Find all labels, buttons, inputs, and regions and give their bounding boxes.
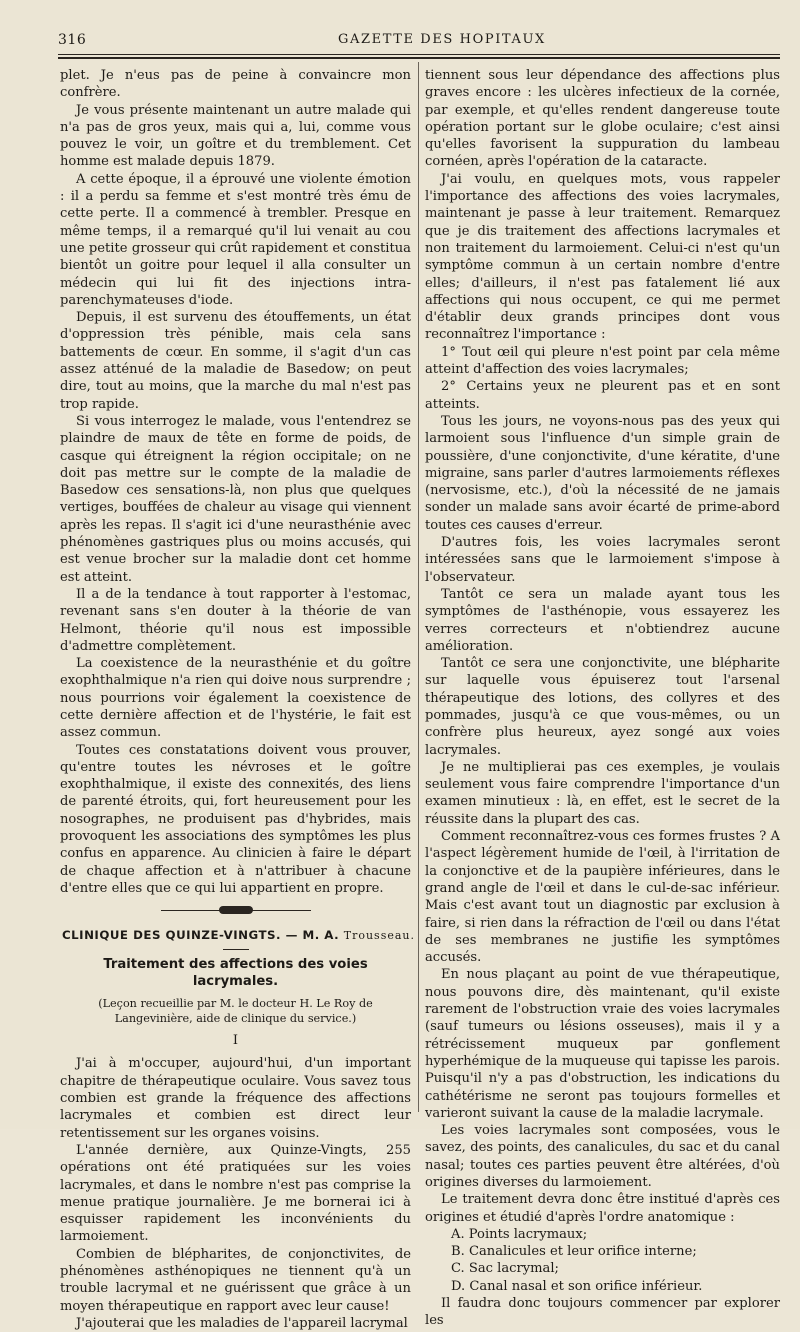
page-number: 316 <box>58 32 87 48</box>
paragraph: Il a de la tendance à tout rapporter à l'estomac, revenant sans s'en douter à la théorie de van Helmont, théorie qu'il nous est impossible d'admettre complètement. <box>60 586 411 654</box>
paragraph: En nous plaçant au point de vue thérapeutique, nous pouvons dire, dès maintenant, qu'il existe rarement de l'obstruction vraie des voies lacrymales (sauf tumeurs ou lésions osseuses), mais il y a rétrécissement muqueux par gonflement hyperhémique de la muqueuse qui tapisse les parois. Puisqu'il n'y a pas d'obstruction, les indications du cathétérisme ne seront pas toujours formelles et varieront suivant la cause de la maladie lacrymale. <box>425 967 780 1121</box>
paragraph: Tantôt ce sera un malade ayant tous les symptômes de l'asthénopie, vous essayerez les verres correcteurs et n'obtiendrez aucune amélioration. <box>425 586 780 654</box>
left-column <box>60 67 415 1332</box>
paragraph: J'ai à m'occuper, aujourd'hui, d'un important chapitre de thérapeutique oculaire. Vous savez tous combien est grande la fréquence des affections lacrymales et combien est direct leur retentissement sur les organes voisins. <box>60 1056 411 1141</box>
paragraph: Si vous interrogez le malade, vous l'entendrez se plaindre de maux de tête en forme de poids, de casque qui étreignent la région occipitale; on ne doit pas mettre sur le compte de la maladie de Basedow ces sensations-là, non plus que quelques vertiges, bouffées de chaleur au visage qui viennent après les repas. Il s'agit ici d'une neurasthénie avec phénomènes gastriques plus ou moins accusés, qui est venue brocher sur la maladie dont cet homme est atteint. <box>60 413 411 585</box>
paragraph: A cette époque, il a éprouvé une violente émotion : il a perdu sa femme et s'est montré très ému de cette perte. Il a commencé à trembler. Presque en même temps, il a remarqué qu'il lui venait au cou une petite grosseur qui crût rapidement et constitua bientôt un goitre pour lequel il alla consulter un médecin qui lui fit des injections intra-parenchymateuses d'iode. <box>60 171 411 308</box>
page-header <box>58 30 780 52</box>
running-title: GAZETTE DES HOPITAUX <box>338 32 546 47</box>
paragraph: 1° Tout œil qui pleure n'est point par cela même atteint d'affection des voies lacrymales; <box>425 344 780 378</box>
list-item: C. Sac lacrymal; <box>451 1261 559 1277</box>
list-item: A. Points lacrymaux; <box>451 1226 588 1242</box>
section-heading <box>62 927 415 944</box>
lecture-title: Traitement des affections des voies lacrymales. <box>103 956 368 989</box>
list-item: B. Canalicules et leur orifice interne; <box>451 1244 697 1260</box>
paragraph: Il faudra donc toujours commencer par explorer les <box>425 1296 780 1329</box>
right-column <box>425 67 780 1330</box>
part-number: I <box>232 1033 239 1049</box>
paragraph: Combien de blépharites, de conjonctivites, de phénomènes asthénopiques ne tiennent qu'à un trouble lacrymal et ne guérissent que grâce à un moyen thérapeutique en rapport avec leur cause! <box>60 1246 411 1314</box>
paragraph: Je vous présente maintenant un autre malade qui n'a pas de gros yeux, mais qui a, lui, comme vous pouvez le voir, un goître et du tremblement. Cet homme est malade depuis 1879. <box>60 102 411 170</box>
header-rule <box>58 54 780 55</box>
section-author: Trousseau. <box>343 929 415 943</box>
paragraph: J'ai voulu, en quelques mots, vous rappeler l'importance des affections des voies lacrymales, maintenant je passe à leur traitement. Remarquez que je dis traitement des affections lacrymales et non traitement du larmoiement. Celui-ci n'est qu'un symptôme commun à un certain nombre d'entre elles; d'ailleurs, il n'est pas fatalement lié aux affections qui nous occupent, ce qui me permet d'établir deux grands principes dont vous reconnaîtrez l'importance : <box>425 171 780 343</box>
header-rule-thick <box>58 57 780 59</box>
paragraph: Tantôt ce sera une conjonctivite, une blépharite sur laquelle vous épuiserez tout l'arsenal thérapeutique des lotions, des collyres et des pommades, jusqu'à ce que vous-mêmes, ou un confrère plus heureux, ayez songé aux voies lacrymales. <box>425 656 780 758</box>
short-rule <box>223 949 249 950</box>
paragraph: 2° Certains yeux ne pleurent pas et en sont atteints. <box>425 379 780 412</box>
paragraph: Je ne multiplierai pas ces exemples, je voulais seulement vous faire comprendre l'importance d'un examen minutieux : là, en effet, est le secret de la réussite dans la plupart des cas. <box>425 759 780 827</box>
paragraph: La coexistence de la neurasthénie et du goître exophthalmique n'a rien qui doive nous surprendre ; nous pourrions voir également la coexistence de cette dernière affection et de l'hystérie, le fait est assez commun. <box>60 656 411 741</box>
paragraph: Depuis, il est survenu des étouffements, un état d'oppression très pénible, mais cela sans battements de cœur. En somme, il s'agit d'un cas assez atténué de la maladie de Basedow; on peut dire, tout au moins, que la marche du mal n'est pas trop rapide. <box>60 310 411 412</box>
lecture-note: (Leçon recueillie par M. le docteur H. Le Roy de Langevinière, aide de clinique du service.) <box>98 997 373 1026</box>
paragraph: Tous les jours, ne voyons-nous pas des yeux qui larmoient sous l'influence d'un simple grain de poussière, d'une conjonctivite, d'une kératite, d'une migraine, sans parler d'autres larmoiements réflexes (nervosisme, etc.), d'où la nécessité de ne jamais sonder un malade sans avoir écarté de prime-abord toutes ces causes d'erreur. <box>425 413 780 533</box>
paragraph: tiennent sous leur dépendance des affections plus graves encore : les ulcères infectieux de la cornée, par exemple, et qu'elles rendent dangereuse toute opération portant sur le globe oculaire; c'est ainsi qu'elles favorisent la suppuration du lambeau cornéen, après l'opération de la cataracte. <box>425 68 780 170</box>
list-item: D. Canal nasal et son orifice inférieur. <box>451 1278 703 1294</box>
paragraph: Toutes ces constatations doivent vous prouver, qu'entre toutes les névroses et le goître exophthalmique, il existe des connexités, des liens de parenté étroits, qui, fort heureusement pour les nosographes, ne produisent pas d'hybrides, mais provoquent les associations des symptômes les plus confus en apparence. Au clinicien à faire le départ de chaque affection et à n'attribuer à chacune d'entre elles que ce qui lui appartient en propre. <box>60 742 411 896</box>
paragraph: L'année dernière, aux Quinze-Vingts, 255 opérations ont été pratiquées sur les voies lacrymales, et dans le nombre n'est pas comprise la menue pratique journalière. Je me bornerai ici à esquisser rapidement les inconvénients du larmoiement. <box>60 1142 411 1245</box>
column-divider <box>418 62 419 1112</box>
paragraph: Comment reconnaîtrez-vous ces formes frustes ? A l'aspect légèrement humide de l'œil, à l'irritation de la conjonctive et de la paupière inférieures, dans le grand angle de l'œil et dans le cul-de-sac inférieur. Mais c'est avant tout un diagnostic par exclusion à faire, si rien dans la réfraction de l'œil ou dans l'état de ses membranes ne justifie les symptômes accusés. <box>425 829 780 966</box>
paragraph: J'ajouterai que les maladies de l'appareil lacrymal <box>76 1315 408 1331</box>
paragraph: plet. Je n'eus pas de peine à convaincre mon confrère. <box>60 68 411 101</box>
paragraph: Le traitement devra donc être institué d'après ces origines et étudié d'après l'ordre anatomique : <box>425 1192 780 1225</box>
ornamental-separator <box>161 906 311 915</box>
paragraph: Les voies lacrymales sont composées, vous le savez, des points, des canalicules, du sac et du canal nasal; toutes ces parties peuvent être altérées, d'où origines diverses du larmoiement. <box>425 1123 780 1190</box>
paragraph: D'autres fois, les voies lacrymales seront intéressées sans que le larmoiement s'impose à l'observateur. <box>425 535 780 585</box>
section-title: CLINIQUE DES QUINZE-VINGTS. — M. A. <box>62 928 340 943</box>
